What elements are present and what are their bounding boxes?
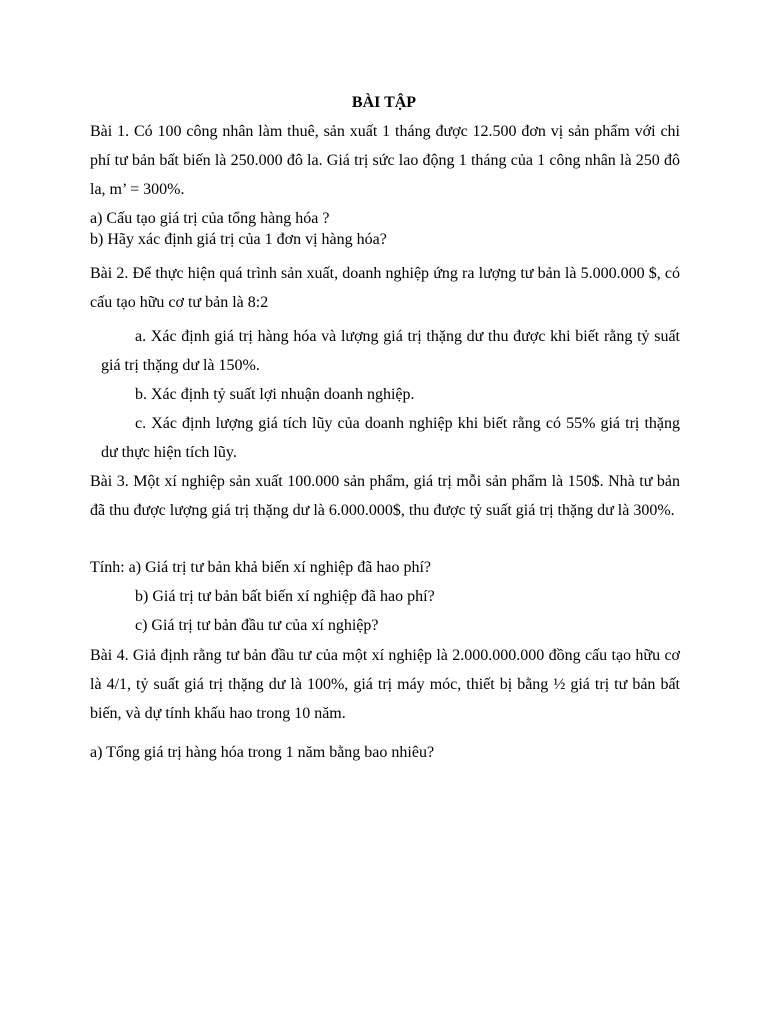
exercise-1-question-a: a) Cấu tạo giá trị của tổng hàng hóa ? xyxy=(90,210,330,227)
exercise-2-question-b: b. Xác định tỷ suất lợi nhuận doanh nghiệp. xyxy=(135,386,415,403)
exercise-1-text: Bài 1. Có 100 công nhân làm thuê, sản xuất 1 tháng được 12.500 đơn vị sản phẩm với chi phí tư bản bất biến là 250.000 đô la. Giá trị sức lao động 1 tháng của 1 công nhân là 250 đô la, m’ = 300%. xyxy=(90,123,680,198)
exercise-4-text: Bài 4. Giả định rằng tư bản đầu tư của một xí nghiệp là 2.000.000.000 đồng cấu tạo hữu cơ là 4/1, tỷ suất giá trị thặng dư là 100%, giá trị máy móc, thiết bị bằng ½ giá trị tư bản bất biến, và dự tính khấu hao trong 10 năm. xyxy=(90,647,680,722)
exercise-2-question-a: a. Xác định giá trị hàng hóa và lượng giá trị thặng dư thu được khi biết rằng tỷ suất giá trị thặng dư là 150%. xyxy=(101,328,680,374)
exercise-3-question-c: c) Giá trị tư bản đầu tư của xí nghiệp? xyxy=(135,617,379,634)
exercise-2-text: Bài 2. Để thực hiện quá trình sản xuất, doanh nghiệp ứng ra lượng tư bản là 5.000.000 $, có cấu tạo hữu cơ tư bản là 8:2 xyxy=(90,265,680,311)
exercise-3-question-a: Tính: a) Giá trị tư bản khả biến xí nghiệp đã hao phí? xyxy=(90,559,432,576)
exercise-2-question-c: c. Xác định lượng giá tích lũy của doanh nghiệp khi biết rằng có 55% giá trị thặng dư thực hiện tích lũy. xyxy=(101,415,680,461)
exercise-3-question-b: b) Giá trị tư bản bất biến xí nghiệp đã hao phí? xyxy=(135,588,435,605)
exercise-4-question-a: a) Tổng giá trị hàng hóa trong 1 năm bằng bao nhiêu? xyxy=(90,744,435,761)
exercise-3-text: Bài 3. Một xí nghiệp sản xuất 100.000 sản phẩm, giá trị mỗi sản phẩm là 150$. Nhà tư bản đã thu được lượng giá trị thặng dư là 6.000.000$, thu được tỷ suất giá trị thặng dư là 300%. xyxy=(90,473,680,519)
exercise-1-question-b: b) Hãy xác định giá trị của 1 đơn vị hàng hóa? xyxy=(90,231,387,248)
document-title: BÀI TẬP xyxy=(351,94,417,111)
